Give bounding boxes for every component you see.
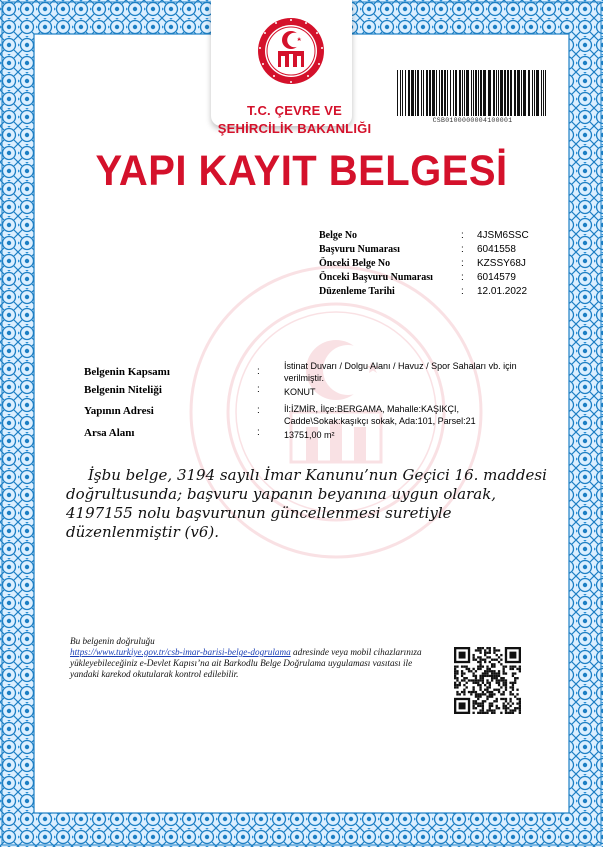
info-label: Önceki Belge No	[319, 258, 391, 269]
info-colon: :	[461, 286, 464, 297]
info-value: KZSSY68J	[477, 258, 526, 269]
info-colon: :	[461, 272, 464, 283]
ministry-name-line1: T.C. ÇEVRE VE	[246, 103, 343, 118]
ministry-emblem-icon	[256, 16, 326, 86]
verification-text: adresinde veya mobil cihazlarınıza yükleyebileceğiniz e-Devlet Kapısı’na ait Barkodlu Belge Doğrulama uygulaması vasıtası ile yandaki karekod okutularak kontrol edilebilir.	[70, 647, 422, 679]
info-label: Önceki Başvuru Numarası	[319, 272, 433, 283]
verification-intro: Bu belgenin doğruluğu	[70, 636, 155, 646]
info-label: Düzenleme Tarihi	[319, 286, 395, 297]
detail-value: 13751,00 m²	[284, 430, 335, 440]
info-colon: :	[461, 230, 464, 241]
ministry-name-line2: ŞEHİRCİLİK BAKANLIĞI	[217, 121, 372, 136]
detail-colon: :	[257, 384, 260, 395]
qr-code-icon	[454, 647, 521, 714]
info-label: Belge No	[319, 230, 358, 241]
detail-value: İstinat Duvarı / Dolgu Alanı / Havuz / Spor Sahaları vb. için verilmiştir.	[284, 361, 517, 383]
info-label: Başvuru Numarası	[319, 244, 400, 255]
info-value: 6014579	[477, 272, 516, 283]
detail-colon: :	[257, 427, 260, 438]
detail-value: İl:İZMİR, İlçe:BERGAMA, Mahalle:KAŞIKÇI, Cadde\Sokak:kaşıkçı sokak, Ada:101, Parsel:21	[284, 404, 476, 426]
detail-label: Belgenin Kapsamı	[84, 366, 170, 378]
barcode-icon	[395, 70, 550, 118]
info-value: 6041558	[477, 244, 516, 255]
detail-label: Yapının Adresi	[84, 405, 154, 417]
info-value: 4JSM6SSC	[477, 230, 529, 241]
info-colon: :	[461, 258, 464, 269]
detail-colon: :	[257, 366, 260, 377]
detail-label: Belgenin Niteliği	[84, 384, 162, 396]
verification-link[interactable]: https://www.turkiye.gov.tr/csb-imar-barisi-belge-dogrulama	[70, 647, 291, 657]
info-value: 12.01.2022	[477, 286, 528, 297]
detail-colon: :	[257, 405, 260, 416]
barcode-number: CSB0100000004100001	[432, 117, 513, 124]
document-title: YAPI KAYIT BELGESİ	[95, 147, 508, 195]
detail-label: Arsa Alanı	[84, 427, 135, 439]
verification-note	[70, 636, 425, 680]
info-colon: :	[461, 244, 464, 255]
detail-value: KONUT	[284, 387, 316, 397]
certificate-statement: İşbu belge, 3194 sayılı İmar Kanunu’nun Geçici 16. maddesi doğrultusunda; başvuru yapanın beyanına uygun olarak, 4197155 nolu başvurunun güncellenmesi suretiyle düzenlenmiştir (v6).	[66, 466, 547, 541]
